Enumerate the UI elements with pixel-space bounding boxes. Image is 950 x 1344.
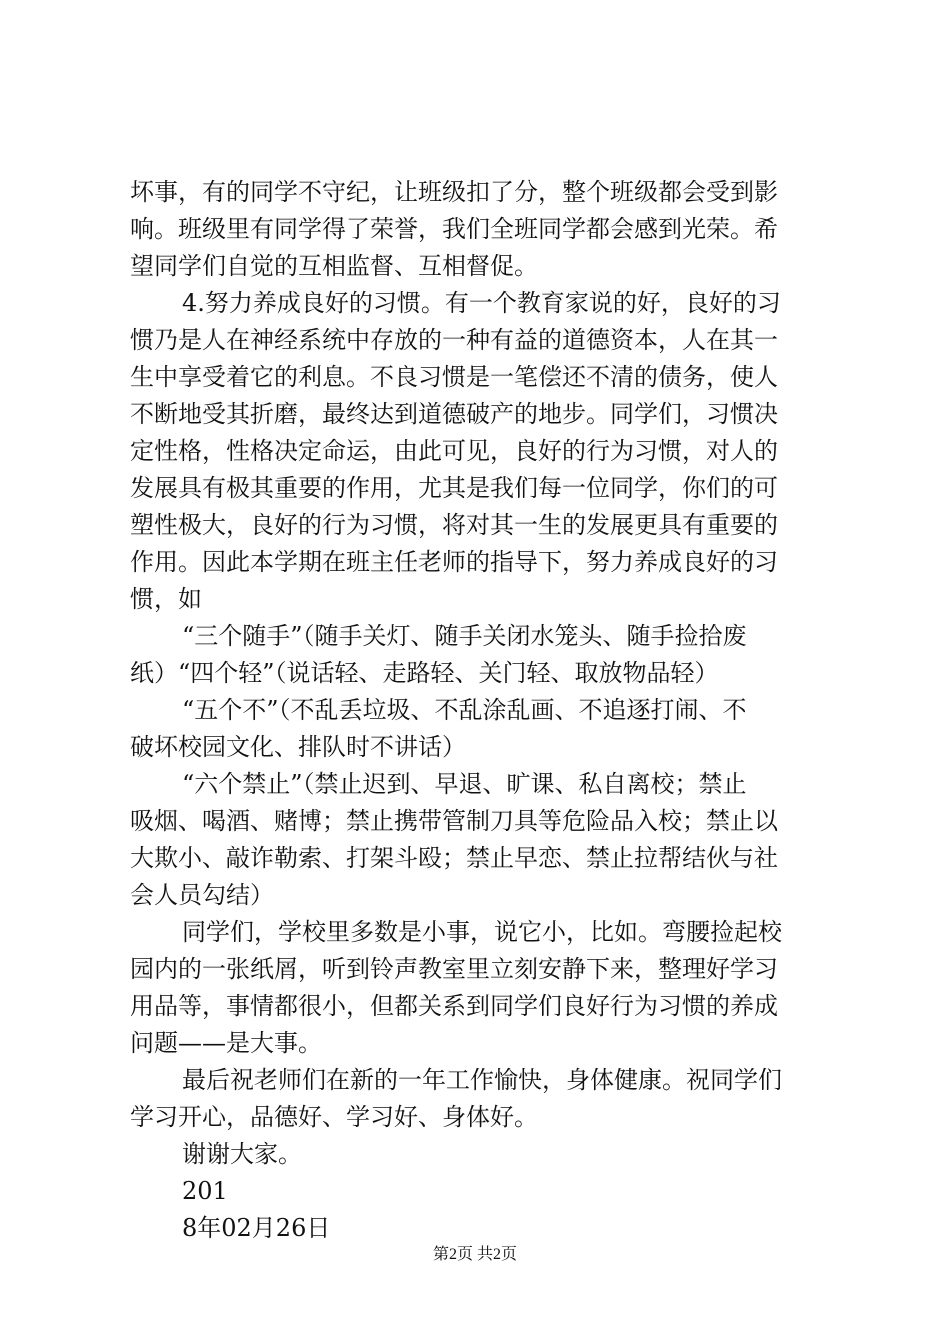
text-line: 惯，如 [130, 585, 202, 613]
text-line: 响。班级里有同学得了荣誉，我们全班同学都会感到光荣。希 [130, 215, 778, 243]
text-line: 作用。因此本学期在班主任老师的指导下，努力养成良好的习 [130, 548, 778, 576]
text-line: 学习开心，品德好、学习好、身体好。 [130, 1103, 538, 1131]
text-line: 会人员勾结） [130, 881, 274, 909]
date-year-prefix: 201 [182, 1177, 228, 1205]
text-line: 大欺小、敲诈勒索、打架斗殴；禁止早恋、禁止拉帮结伙与社 [130, 844, 778, 872]
date-line: 8年02月26日 [182, 1214, 331, 1242]
text-line: “五个不”（不乱丢垃圾、不乱涂乱画、不追逐打闹、不 [182, 696, 747, 724]
text-line: 吸烟、喝酒、赌博；禁止携带管制刀具等危险品入校；禁止以 [130, 807, 778, 835]
text-line: 破坏校园文化、排队时不讲话） [130, 733, 466, 761]
text-line: 不断地受其折磨，最终达到道德破产的地步。同学们，习惯决 [130, 400, 778, 428]
text-line: 同学们，学校里多数是小事，说它小，比如。弯腰捡起校 [182, 918, 782, 946]
text-line: 最后祝老师们在新的一年工作愉快，身体健康。祝同学们 [182, 1066, 782, 1094]
text-line: 问题——是大事。 [130, 1029, 322, 1057]
document-body [130, 174, 830, 1247]
text-line: 惯乃是人在神经系统中存放的一种有益的道德资本，人在其一 [130, 326, 778, 354]
text-line: 坏事，有的同学不守纪，让班级扣了分，整个班级都会受到影 [130, 178, 778, 206]
text-line: 发展具有极其重要的作用，尤其是我们每一位同学，你们的可 [130, 474, 778, 502]
text-line: 园内的一张纸屑，听到铃声教室里立刻安静下来，整理好学习 [130, 955, 778, 983]
text-line: 塑性极大，良好的行为习惯，将对其一生的发展更具有重要的 [130, 511, 778, 539]
text-line: 用品等，事情都很小，但都关系到同学们良好行为习惯的养成 [130, 992, 778, 1020]
page-number: 第2页 共2页 [432, 1246, 517, 1263]
text-line: 定性格，性格决定命运，由此可见，良好的行为习惯，对人的 [130, 437, 778, 465]
text-line: 4.努力养成良好的习惯。有一个教育家说的好，良好的习 [182, 289, 781, 317]
page-footer [0, 1244, 950, 1266]
text-line: “六个禁止”（禁止迟到、早退、旷课、私自离校；禁止 [182, 770, 747, 798]
closing-thanks: 谢谢大家。 [182, 1140, 302, 1168]
text-line: “三个随手”（随手关灯、随手关闭水笼头、随手捡拾废 [182, 622, 747, 650]
text-line: 生中享受着它的利息。不良习惯是一笔偿还不清的债务，使人 [130, 363, 778, 391]
text-line: 望同学们自觉的互相监督、互相督促。 [130, 252, 538, 280]
text-line: 纸）“四个轻”（说话轻、走路轻、关门轻、取放物品轻） [130, 659, 719, 687]
